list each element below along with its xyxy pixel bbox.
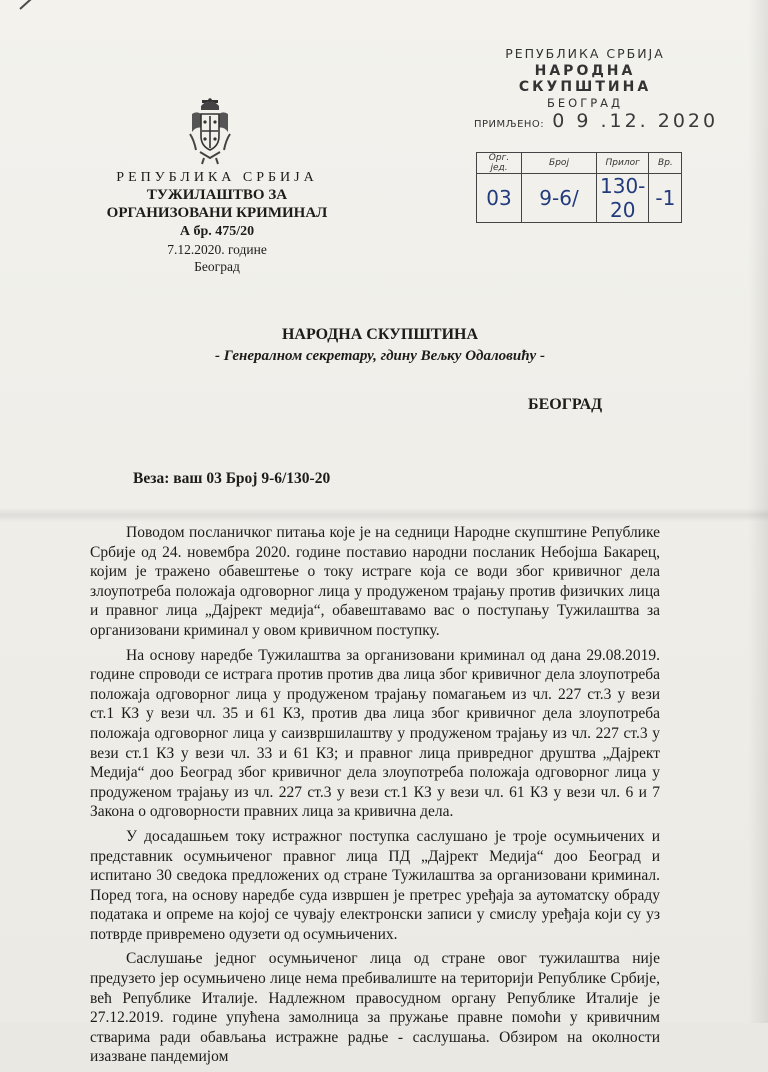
stamp-institution: НАРОДНА СКУПШТИНА — [518, 63, 652, 95]
recipient-institution: НАРОДНА СКУПШТИНА — [281, 326, 479, 343]
body-paragraph: Саслушање једног осумњиченог лица од стране овог тужилаштва није предузето јер осумњичено лице нема пребивалиште на територији Републике Србије, већ Републике Италије. Надлежном правосудном органу Републике Италије је 27.12.2019. године упућена замолница за пружање правне помоћи у кривичним стварима ради обављања истражне радње - саслушања. Обзиром на околности изазване пандемијом — [90, 950, 660, 1066]
registry-value: -1 — [649, 174, 682, 223]
registry-header: Број — [522, 153, 597, 174]
body-paragraph: Поводом посланичког питања које је на седници Народне скупштине Републике Србије од 24. новембра 2020. године поставио народни посланик Небојша Бакарец, којим је тражено обавештење о току истраге која се води због кривичног дела злоупотреба положаја одговорног лица у продуженом трајању против физичких лица и правног лица „Дајрект медија“, обавештавамо вас о поступању Тужилаштва за организовани криминал у овом кривичном поступку. — [90, 524, 660, 639]
registry-header: Вр. — [649, 153, 682, 174]
sender-office-line1: ТУЖИЛАШТВО ЗА — [146, 187, 288, 203]
parliament-stamp — [470, 46, 700, 110]
letter-body — [90, 523, 660, 1072]
document-date: 7.12.2020. године — [167, 242, 267, 257]
registry-header: Орг. јед. — [477, 153, 522, 174]
received-date: 0 9 .12. 2020 — [552, 110, 719, 132]
received-label: ПРИМЉЕНО: — [474, 119, 545, 130]
paper-edge-shadow — [748, 0, 768, 1023]
reference-line: Веза: ваш 03 Број 9-6/130-20 — [133, 470, 331, 487]
case-number: А бр. 475/20 — [179, 224, 255, 239]
body-paragraph: У досадашњем току истражног поступка саслушано је троје осумњичених и представник осумњиченог правног лица ПД „Дајрект Медија“ доо Београд и испитано 30 сведока предложених од стране Тужилаштва за организовани криминал. Поред тога, на основу наредбе суда извршен је претрес уређаја за аутоматску обраду података и опреме на којој се чувају електронски записи у смислу уређаја који су уз потврде привремено одузети од осумњичених. — [90, 827, 660, 943]
sender-city: Београд — [194, 259, 240, 274]
registry-value: 130-20 — [597, 174, 649, 223]
registry-value: 9-6/ — [522, 174, 597, 223]
sender-header — [92, 170, 342, 275]
body-paragraph: На основу наредбе Тужилаштва за организовани криминал од дана 29.08.2019. године спроводи се истрага против против два лица због кривичног дела злоупотреба положаја одговорног лица у продуженом трајању помагањем из чл. 227 ст.3 у вези ст.1 КЗ у вези чл. 35 и 61 КЗ, против два лица због кривичног дела злоупотреба положаја одговорног лица у саизвршилаштву у продуженом трајању из чл. 227 ст.3 у вези ст.1 КЗ у вези чл. 33 и 61 КЗ; и правног лица привредног друштва „Дајрект Медија“ доо Београд због кривичног дела злоупотреба положаја одговорног лица у продуженом трајању из чл. 227 ст.3 у вези ст.1 КЗ у вези чл. 61 КЗ у вези чл. 6 и 7 Закона о одговорности правних лица за кривична дела. — [90, 646, 660, 821]
recipient-person: - Генералном секретару, гдину Вељку Одаловићу - — [215, 348, 545, 364]
stamp-republic: РЕПУБЛИКА СРБИЈА — [505, 46, 665, 61]
paper-fold — [0, 508, 768, 522]
registry-table — [476, 152, 682, 223]
coat-of-arms-icon — [188, 98, 232, 166]
registry-header: Прилог — [597, 153, 649, 174]
registry-value: 03 — [477, 174, 522, 223]
recipient-block — [160, 326, 600, 365]
stamp-city: БЕОГРАД — [546, 96, 623, 110]
recipient-city: БЕОГРАД — [528, 396, 603, 413]
received-stamp — [474, 110, 718, 132]
sender-office-line2: ОРГАНИЗОВАНИ КРИМИНАЛ — [106, 205, 328, 221]
sender-republic: РЕПУБЛИКА СРБИЈА — [116, 170, 318, 185]
